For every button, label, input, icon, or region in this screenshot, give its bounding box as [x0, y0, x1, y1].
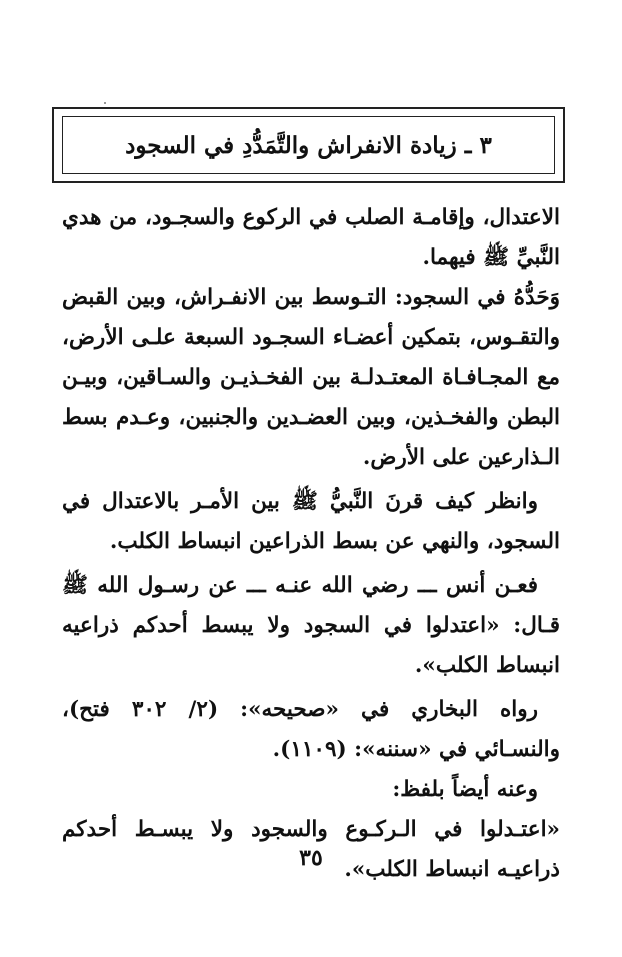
heading-box [62, 116, 555, 174]
paragraph-hadith-quote: «اعتـدلوا في الـركـوع والسجود ولا يبسـط أحدكم ذراعيـه انبساط الكلب». [62, 817, 560, 882]
page-number: ٣٥ [299, 845, 323, 871]
paragraph-prostration-limit: وَحَدُّهُ في السجود: التـوسط بين الانفـراش، وبين القبض والتقـوس، بتمكين أعضـاء السجـود السبعة علـى الأرض، مع المجـافـاة المعتـدلـة بين الفخـذيـن والسـاقين، وبيـن البطن والفخـذين، وبين العضـدين والجنبين، وعـدم بسط الـذارعين على الأرض. [62, 285, 560, 470]
paragraph-prophet-pairing: وانظر كيف قرنَ النَّبيُّ ﷺ بين الأمـر بالاعتدال في السجود، والنهي عن بسط الذراعين انبساط الكلب. [62, 489, 560, 554]
paragraph-hadith-anas: فعـن أنس ـــ رضي الله عنـه ـــ عن رسـول الله ﷺ قـال: «اعتدلوا في السجود ولا يبسط أحدكم ذراعيه انبساط الكلب». [62, 573, 560, 678]
page-speck [104, 102, 106, 104]
paragraph-definition-intro: الاعتدال، وإقامـة الصلب في الركوع والسجـود، من هدي النَّبيِّ ﷺ فيهما. [62, 205, 560, 270]
paragraph-hadith-source: رواه البخاري في «صحيحه»: (٢/ ٣٠٢ فتح)، والنسـائي في «سننه»: (١١٠٩). [62, 697, 560, 762]
body-text [62, 198, 560, 890]
paragraph-alternate-wording: وعنه أيضاً بلفظ: [392, 777, 538, 802]
section-heading: ٣ ـ زيادة الانفراش والتَّمَدُّدِ في السجود [125, 131, 492, 159]
